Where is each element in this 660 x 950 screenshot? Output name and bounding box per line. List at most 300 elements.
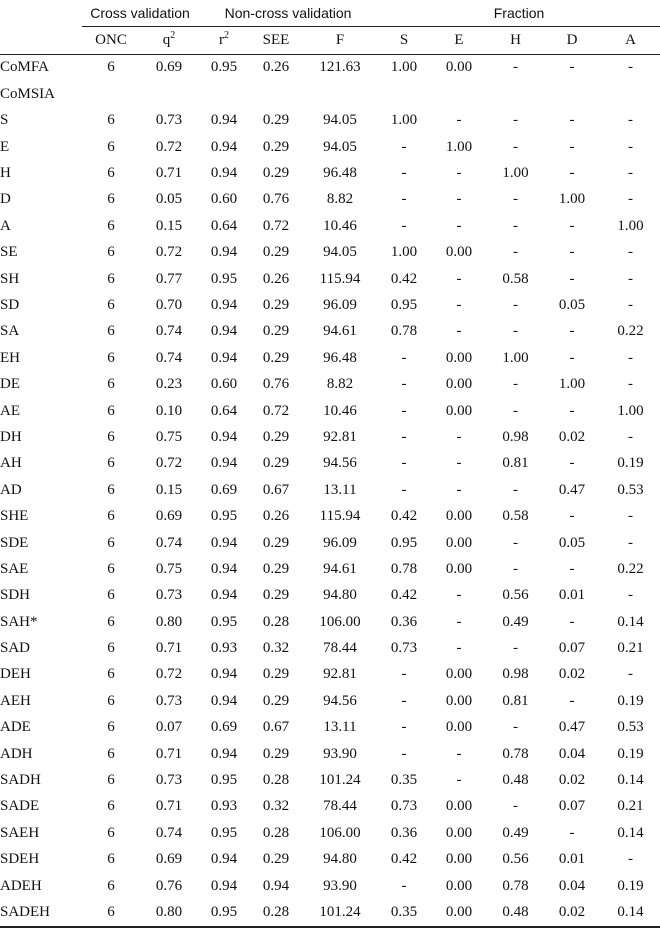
cell-e: 0.00	[445, 534, 473, 551]
cell-q2: 0.10	[155, 402, 183, 419]
cell-onc: 6	[107, 481, 115, 498]
cell-see: 0.29	[262, 244, 290, 261]
cell-s: -	[401, 455, 407, 472]
cell-d: -	[569, 692, 575, 709]
cell-onc: 6	[107, 587, 115, 604]
cell-f: 94.61	[323, 560, 357, 577]
cell-e: -	[456, 745, 462, 762]
cell-e: -	[456, 640, 462, 657]
header-group-empty	[0, 0, 82, 27]
cell-see: 0.32	[262, 798, 290, 815]
cell-onc: 6	[107, 349, 115, 366]
cell-e: -	[456, 613, 462, 630]
cell-a: 0.14	[601, 899, 660, 926]
cell-onc: 6	[82, 899, 140, 926]
cell-h: -	[513, 191, 519, 208]
cell-label: SADH	[0, 772, 41, 789]
cell-h: 0.56	[502, 851, 529, 868]
cell-label: ADEH	[0, 877, 42, 894]
cell-d: 0.04	[558, 745, 586, 762]
table-row	[0, 873, 660, 899]
cell-d: 0.01	[558, 587, 586, 604]
cell-q2: 0.69	[155, 59, 183, 76]
cell-a: -	[628, 138, 634, 155]
cell-e: -	[456, 270, 462, 287]
cell-h: -	[513, 798, 519, 815]
cell-d: -	[569, 613, 575, 630]
cell-r2: 0.60	[210, 376, 238, 393]
cell-f: 92.81	[323, 428, 357, 445]
cell-see: 0.72	[262, 217, 290, 234]
cell-see: 0.29	[262, 851, 290, 868]
cell-h: -	[513, 59, 519, 76]
cell-label: SAEH	[0, 824, 40, 841]
cell-onc: 6	[107, 745, 115, 762]
cell-q2: 0.23	[155, 376, 183, 393]
r2-superscript: 2	[224, 30, 230, 42]
cell-r2: 0.94	[210, 534, 238, 551]
cell-d: -	[569, 508, 575, 525]
cell-h: -	[513, 640, 519, 657]
cell-onc: 6	[107, 455, 115, 472]
cell-label: SADEH	[0, 899, 82, 926]
cell-a: 0.22	[617, 323, 644, 340]
cell-a: 0.53	[617, 719, 644, 736]
header-group-cross-validation: Cross validation	[82, 0, 198, 27]
header-group-non-cross-validation: Non-cross validation	[198, 0, 378, 27]
cell-see: 0.76	[262, 376, 290, 393]
cell-see: 0.32	[262, 640, 290, 657]
cell-r2: 0.95	[210, 59, 238, 76]
cell-a	[601, 81, 660, 107]
table-row	[0, 371, 660, 397]
cell-e: 0.00	[445, 402, 473, 419]
cell-r2: 0.94	[210, 323, 238, 340]
cell-h	[488, 81, 543, 107]
cell-s: -	[401, 481, 407, 498]
cell-e: 0.00	[445, 719, 473, 736]
table-row	[0, 477, 660, 503]
cell-q2: 0.73	[155, 587, 183, 604]
table-row	[0, 662, 660, 688]
cell-s: 0.78	[390, 560, 418, 577]
cell-s: 0.36	[390, 613, 418, 630]
cell-f: 115.94	[319, 508, 361, 525]
cell-see: 0.29	[262, 112, 290, 129]
cell-d: 0.07	[558, 798, 586, 815]
cell-label: SHE	[0, 508, 29, 525]
cell-h: -	[513, 217, 519, 234]
cell-a: 0.14	[617, 613, 644, 630]
cell-f: 94.56	[323, 455, 357, 472]
cell-f: 10.46	[323, 217, 357, 234]
cell-d: -	[569, 217, 575, 234]
cell-e: 0.00	[430, 899, 488, 926]
cell-label: E	[0, 138, 10, 155]
cell-onc: 6	[107, 323, 115, 340]
cell-q2: 0.15	[155, 217, 183, 234]
cell-d: 0.47	[558, 719, 586, 736]
cell-a: 0.19	[617, 455, 644, 472]
cell-a: 1.00	[617, 402, 644, 419]
cell-see: 0.26	[262, 270, 290, 287]
cell-f: 96.48	[323, 349, 357, 366]
cell-label: A	[0, 217, 11, 234]
cell-h: 0.49	[502, 613, 529, 630]
table-row	[0, 424, 660, 450]
cell-e: 0.00	[445, 244, 473, 261]
cell-d: 0.05	[558, 296, 586, 313]
cell-s: 0.42	[390, 851, 418, 868]
table-row	[0, 240, 660, 266]
cell-s: 0.35	[390, 772, 418, 789]
cell-e: 0.00	[445, 666, 473, 683]
cell-e: 0.00	[445, 692, 473, 709]
cell-q2: 0.72	[155, 244, 183, 261]
cell-r2: 0.95	[210, 508, 238, 525]
cell-label: SD	[0, 296, 20, 313]
cell-q2: 0.72	[155, 666, 183, 683]
table-row	[0, 741, 660, 767]
cell-q2	[140, 81, 198, 107]
cell-h: -	[513, 138, 519, 155]
cell-a: 0.21	[617, 798, 644, 815]
cell-a: -	[628, 428, 634, 445]
table-row	[0, 345, 660, 371]
cell-h: 0.48	[488, 899, 543, 926]
cell-q2: 0.74	[155, 323, 183, 340]
cell-r2: 0.60	[210, 191, 238, 208]
table-row	[0, 292, 660, 318]
cell-label: SH	[0, 270, 20, 287]
cell-s: -	[401, 877, 407, 894]
cell-f: 13.11	[323, 481, 357, 498]
table-row	[0, 556, 660, 582]
cell-h: -	[513, 481, 519, 498]
cell-d: -	[569, 349, 575, 366]
cell-e: 0.00	[445, 824, 473, 841]
cell-q2: 0.75	[155, 560, 183, 577]
cell-label: DE	[0, 376, 20, 393]
cell-see: 0.72	[262, 402, 290, 419]
cell-r2: 0.95	[210, 824, 238, 841]
cell-see: 0.28	[262, 824, 290, 841]
table-row	[0, 583, 660, 609]
cell-d: -	[569, 270, 575, 287]
cell-label: AE	[0, 402, 20, 419]
cell-e: -	[456, 165, 462, 182]
cell-e: -	[456, 455, 462, 472]
header-col-s: S	[399, 32, 409, 49]
header-col-h: H	[510, 32, 521, 49]
cell-a: -	[628, 270, 634, 287]
cell-s: -	[401, 402, 407, 419]
cell-r2: 0.94	[210, 692, 238, 709]
cell-s: 0.78	[390, 323, 418, 340]
header-col-a: A	[625, 32, 636, 49]
cell-q2: 0.73	[155, 772, 183, 789]
cell-h: 1.00	[502, 165, 529, 182]
header-col-see: SEE	[262, 32, 290, 49]
cell-f: 94.05	[323, 112, 357, 129]
table-row	[0, 81, 660, 107]
cell-e: 0.00	[445, 560, 473, 577]
cell-label: ADH	[0, 745, 33, 762]
cell-r2: 0.94	[210, 745, 238, 762]
cell-h: 0.56	[502, 587, 529, 604]
cell-f: 13.11	[323, 719, 357, 736]
cell-a: -	[628, 244, 634, 261]
cell-see: 0.67	[262, 719, 290, 736]
table-row	[0, 635, 660, 661]
header-group-fraction: Fraction	[378, 0, 660, 27]
cell-f: 106.00	[319, 824, 361, 841]
cell-see: 0.28	[250, 899, 302, 926]
cell-onc: 6	[107, 428, 115, 445]
cell-h: -	[513, 244, 519, 261]
cell-q2: 0.71	[155, 640, 183, 657]
cell-h: 0.58	[502, 270, 529, 287]
cell-d: -	[569, 138, 575, 155]
cell-e: -	[456, 481, 462, 498]
cell-a: 0.19	[617, 692, 644, 709]
cell-q2: 0.75	[155, 428, 183, 445]
table-row	[0, 820, 660, 846]
cell-r2: 0.69	[210, 719, 238, 736]
cell-s: 0.42	[390, 508, 418, 525]
cell-q2: 0.76	[155, 877, 183, 894]
cell-a: -	[628, 191, 634, 208]
cell-h: 0.58	[502, 508, 529, 525]
cell-onc: 6	[107, 508, 115, 525]
cell-h: 0.49	[502, 824, 529, 841]
cell-f: 93.90	[323, 877, 357, 894]
cell-e: -	[456, 191, 462, 208]
cell-see: 0.28	[262, 613, 290, 630]
cell-q2: 0.07	[155, 719, 183, 736]
cell-d: -	[569, 59, 575, 76]
cell-f: 78.44	[323, 640, 357, 657]
cell-d	[543, 81, 601, 107]
cell-q2: 0.70	[155, 296, 183, 313]
cell-see: 0.29	[262, 428, 290, 445]
cell-f: 115.94	[319, 270, 361, 287]
q2-base: q	[162, 32, 171, 49]
cell-h: -	[513, 376, 519, 393]
cell-e: -	[456, 587, 462, 604]
table-row	[0, 134, 660, 160]
cell-onc: 6	[107, 824, 115, 841]
header-col-d: D	[566, 32, 578, 49]
cell-d: 0.02	[558, 428, 586, 445]
cell-onc: 6	[107, 165, 115, 182]
cell-s: 1.00	[390, 59, 418, 76]
cell-onc: 6	[107, 534, 115, 551]
cell-a: 0.21	[617, 640, 644, 657]
cell-s: 0.73	[390, 798, 418, 815]
cell-a: -	[628, 508, 634, 525]
cell-f: 94.05	[323, 138, 357, 155]
cell-d: -	[569, 112, 575, 129]
cell-f: 78.44	[323, 798, 357, 815]
table-row	[0, 266, 660, 292]
cell-see: 0.76	[262, 191, 290, 208]
cell-d: 0.05	[558, 534, 586, 551]
cell-e: -	[456, 772, 462, 789]
cell-label: DH	[0, 428, 22, 445]
cell-h: 0.81	[502, 455, 529, 472]
cell-e: 0.00	[445, 877, 473, 894]
cell-see: 0.28	[262, 772, 290, 789]
cell-onc: 6	[107, 798, 115, 815]
cell-e: 1.00	[445, 138, 473, 155]
cell-onc: 6	[107, 640, 115, 657]
cell-h: 0.78	[502, 877, 529, 894]
table-row	[0, 213, 660, 239]
cell-r2: 0.93	[210, 798, 238, 815]
table-body	[0, 54, 660, 926]
cell-s: 1.00	[390, 112, 418, 129]
cell-d: 0.02	[558, 772, 586, 789]
cell-onc: 6	[107, 217, 115, 234]
table-row	[0, 319, 660, 345]
cell-s: -	[401, 376, 407, 393]
cell-h: -	[513, 296, 519, 313]
cell-d: 0.02	[543, 899, 601, 926]
cell-label: AEH	[0, 692, 31, 709]
cell-onc: 6	[107, 191, 115, 208]
cell-a: 0.14	[617, 772, 644, 789]
cell-d: -	[569, 560, 575, 577]
cell-see: 0.29	[262, 745, 290, 762]
cell-f: 101.24	[302, 899, 378, 926]
cell-label: DEH	[0, 666, 31, 683]
cell-e: 0.00	[445, 349, 473, 366]
cell-q2: 0.71	[155, 745, 183, 762]
cell-onc: 6	[107, 613, 115, 630]
cell-label: SAE	[0, 560, 29, 577]
cell-h: -	[513, 534, 519, 551]
cell-f: 94.61	[323, 323, 357, 340]
cell-d: -	[569, 165, 575, 182]
cell-f: 94.80	[323, 587, 357, 604]
cell-r2: 0.94	[210, 428, 238, 445]
cell-a: -	[628, 112, 634, 129]
cell-label: SAH*	[0, 613, 38, 630]
cell-s: 0.95	[390, 534, 418, 551]
cell-q2: 0.69	[155, 851, 183, 868]
cell-r2: 0.94	[210, 165, 238, 182]
cell-onc: 6	[107, 666, 115, 683]
cell-s: 0.42	[390, 270, 418, 287]
cell-e: 0.00	[445, 376, 473, 393]
table-row	[0, 688, 660, 714]
cell-q2: 0.74	[155, 534, 183, 551]
cell-r2: 0.94	[210, 138, 238, 155]
cell-a: -	[628, 587, 634, 604]
cell-label: SADE	[0, 798, 40, 815]
cell-h: 0.81	[502, 692, 529, 709]
cell-r2: 0.69	[210, 481, 238, 498]
cell-e: -	[456, 217, 462, 234]
cell-r2: 0.94	[210, 296, 238, 313]
cell-a: 0.19	[617, 745, 644, 762]
header-col-onc: ONC	[95, 32, 127, 49]
cell-see: 0.29	[262, 692, 290, 709]
cell-d: -	[569, 323, 575, 340]
cell-label: SA	[0, 323, 20, 340]
cell-label: CoMFA	[0, 59, 49, 76]
cell-r2: 0.94	[210, 560, 238, 577]
cell-s: 0.35	[378, 899, 430, 926]
cell-f: 106.00	[319, 613, 361, 630]
cell-d: -	[569, 402, 575, 419]
cell-label: S	[0, 112, 9, 129]
cell-d: -	[569, 244, 575, 261]
table-row	[0, 609, 660, 635]
cell-f: 121.63	[319, 59, 361, 76]
cell-q2: 0.74	[155, 349, 183, 366]
table-row	[0, 503, 660, 529]
cell-f: 101.24	[319, 772, 361, 789]
cell-label: H	[0, 165, 11, 182]
cell-a: 0.22	[617, 560, 644, 577]
table-row	[0, 451, 660, 477]
cell-q2: 0.72	[155, 138, 183, 155]
cell-h: -	[513, 402, 519, 419]
cell-r2: 0.94	[210, 587, 238, 604]
cell-d: 0.01	[558, 851, 586, 868]
table-row	[0, 398, 660, 424]
cell-a: 0.53	[617, 481, 644, 498]
cell-s: 0.42	[390, 587, 418, 604]
cell-a: 0.19	[617, 877, 644, 894]
header-group-row	[0, 0, 660, 27]
cell-q2: 0.73	[155, 112, 183, 129]
cell-s: 0.36	[390, 824, 418, 841]
cell-s: -	[401, 349, 407, 366]
cell-s: 0.73	[390, 640, 418, 657]
cell-d: 0.47	[558, 481, 586, 498]
cell-r2: 0.93	[210, 640, 238, 657]
cell-onc: 6	[107, 692, 115, 709]
cell-q2: 0.73	[155, 692, 183, 709]
cell-onc: 6	[107, 560, 115, 577]
cell-onc: 6	[107, 112, 115, 129]
cell-s: -	[401, 191, 407, 208]
cell-f: 96.09	[323, 296, 357, 313]
cell-q2: 0.69	[155, 508, 183, 525]
table-header	[0, 0, 660, 54]
cell-a: -	[628, 666, 634, 683]
cell-d: 0.02	[558, 666, 586, 683]
table-row	[0, 160, 660, 186]
table-row	[0, 108, 660, 134]
cell-r2	[198, 81, 250, 107]
cell-f: 8.82	[326, 191, 354, 208]
cell-r2: 0.64	[210, 217, 238, 234]
cell-q2: 0.74	[155, 824, 183, 841]
cell-a: -	[628, 851, 634, 868]
cell-r2: 0.94	[210, 349, 238, 366]
table-row	[0, 715, 660, 741]
cell-see: 0.29	[262, 138, 290, 155]
cell-onc: 6	[107, 402, 115, 419]
cell-d: 1.00	[558, 191, 586, 208]
cell-q2: 0.80	[140, 899, 198, 926]
cell-s: -	[401, 165, 407, 182]
cell-q2: 0.77	[155, 270, 183, 287]
